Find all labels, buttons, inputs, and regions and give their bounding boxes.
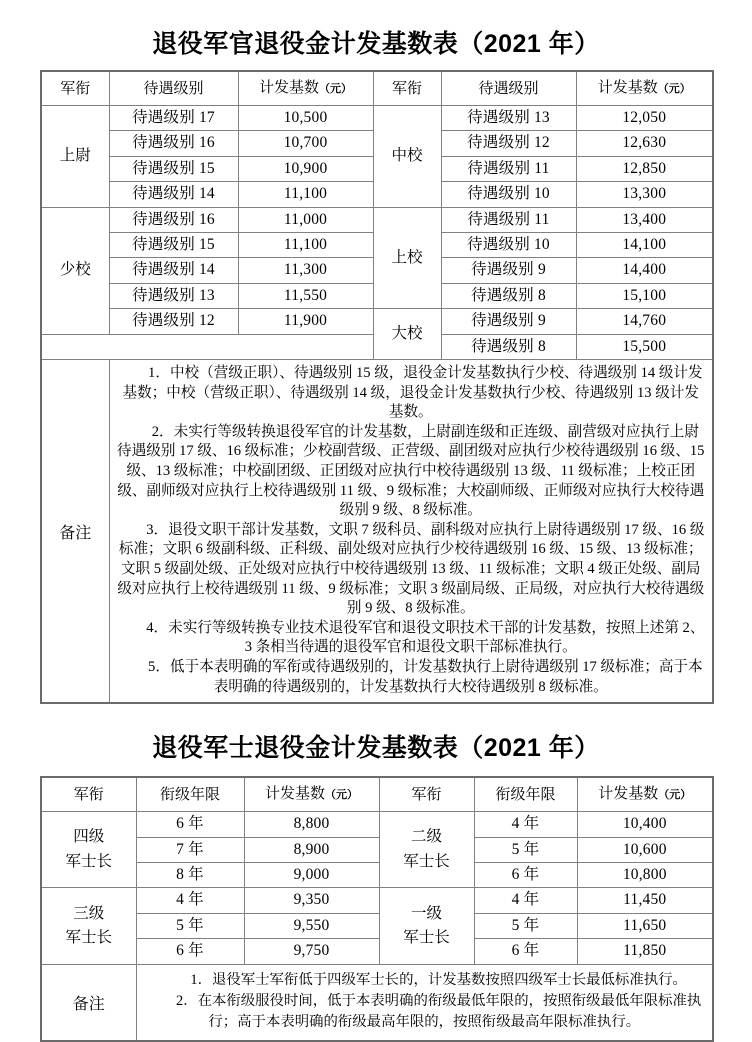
header-base-right-text: 计发基数	[597, 79, 658, 96]
header2-base-left-unit: （元）	[325, 789, 358, 802]
table1-notes-label: 备注	[41, 360, 109, 704]
table1-title: 退役军官退役金计发基数表（2021 年）	[152, 30, 600, 58]
table2-title: 退役军士退役金计发基数表（2021 年）	[152, 734, 600, 763]
base-amount-cell: 8,800	[244, 812, 379, 837]
header2-base-right-text: 计发基数	[598, 785, 659, 803]
rank-cell: 少校	[41, 207, 109, 334]
base-amount-cell: 9,750	[244, 939, 379, 964]
level-cell: 待遇级别 10	[441, 182, 576, 207]
level-cell: 待遇级别 15	[109, 156, 238, 181]
base-amount-cell: 9,350	[244, 888, 379, 913]
base-amount-cell: 11,300	[238, 258, 373, 283]
years-cell: 6 年	[474, 939, 577, 964]
years-cell: 5 年	[474, 837, 577, 862]
header-base-left-text: 计发基数	[258, 79, 319, 96]
level-cell: 待遇级别 9	[441, 258, 576, 283]
officer-pension-table	[40, 70, 714, 704]
sergeant-pension-table	[40, 776, 714, 1041]
note-paragraph: 1．中校（营级正职）、待遇级别 15 级，退役金计发基数执行少校、待遇级别 14 级计发基数；中校（营级正职）、待遇级别 14 级，退役金计发基数执行少校、待遇级别 13 级计发基数。	[122, 365, 703, 421]
years-cell: 4 年	[136, 888, 244, 913]
table-row	[41, 888, 713, 913]
rank-line-1: 二级	[410, 828, 442, 846]
level-cell: 待遇级别 11	[441, 156, 576, 181]
base-amount-cell: 13,400	[576, 207, 713, 232]
header-base-left	[238, 71, 373, 106]
base-amount-cell: 10,800	[577, 862, 713, 887]
base-amount-cell: 14,400	[576, 258, 713, 283]
years-cell: 5 年	[136, 913, 244, 938]
base-amount-cell: 11,000	[238, 207, 373, 232]
years-cell: 7 年	[136, 837, 244, 862]
base-amount-cell: 11,900	[238, 309, 373, 334]
base-amount-cell: 15,500	[576, 334, 713, 359]
header2-base-right	[577, 777, 713, 812]
level-cell: 待遇级别 15	[109, 233, 238, 258]
base-amount-cell: 10,700	[238, 131, 373, 156]
base-amount-cell: 14,100	[576, 233, 713, 258]
table2-container	[0, 776, 752, 1041]
rank-line-2: 军士长	[65, 852, 112, 870]
level-cell: 待遇级别 12	[109, 309, 238, 334]
base-amount-cell: 11,450	[577, 888, 713, 913]
base-amount-cell: 9,000	[244, 862, 379, 887]
base-amount-cell: 12,850	[576, 156, 713, 181]
note-paragraph: 2．未实行等级转换退役军官的计发基数，上尉副连级和正连级、副营级对应执行上尉待遇级别 17 级、16 级标准；少校副营级、正营级、副团级对应执行少校待遇级别 16 级、15 级、13 级标准；中校副团级、正团级对应执行中校待遇级别 13 级、11 级标准；上校正团级、副师级对应执行上校待遇级别 11 级、9 级标准；大校副师级、正师级对应执行大校待遇级别 9 级、8 级标准。	[117, 423, 705, 519]
level-cell: 待遇级别 10	[441, 233, 576, 258]
header2-base-left	[244, 777, 379, 812]
base-amount-cell: 12,630	[576, 131, 713, 156]
years-cell: 5 年	[474, 913, 577, 938]
table-row	[41, 812, 713, 837]
rank-line-2: 军士长	[403, 928, 450, 946]
table2-notes-body	[136, 964, 713, 1041]
rank-line-1: 四级	[73, 828, 105, 846]
table1-header-row	[41, 71, 713, 106]
years-cell: 6 年	[474, 862, 577, 887]
base-amount-cell: 12,050	[576, 106, 713, 131]
level-cell: 待遇级别 17	[109, 106, 238, 131]
note-paragraph: 1．退役军士军衔低于四级军士长的，计发基数按照四级军士长最低标准执行。	[190, 971, 687, 988]
header-base-left-unit: （元）	[319, 83, 352, 95]
level-cell: 待遇级别 8	[441, 283, 576, 308]
table-row	[41, 837, 713, 862]
level-cell: 待遇级别 13	[441, 106, 576, 131]
table-row	[41, 939, 713, 964]
rank-cell	[379, 812, 474, 888]
base-amount-cell: 10,600	[577, 837, 713, 862]
header2-years-right: 衔级年限	[474, 777, 577, 812]
rank-cell	[41, 812, 136, 888]
base-amount-cell: 10,500	[238, 106, 373, 131]
level-cell: 待遇级别 16	[109, 207, 238, 232]
base-amount-cell: 9,550	[244, 913, 379, 938]
base-amount-cell: 15,100	[576, 283, 713, 308]
table-row	[41, 106, 713, 131]
note-paragraph: 4．未实行等级转换专业技术退役军官和退役文职技术干部的计发基数，按照上述第 2、3 条相当待遇的退役军官和退役文职干部标准执行。	[146, 619, 705, 656]
header2-years-left: 衔级年限	[136, 777, 244, 812]
note-paragraph: 5．低于本表明确的军衔或待遇级别的，计发基数执行上尉待遇级别 17 级标准；高于本表明确的待遇级别的，计发基数执行大校待遇级别 8 级标准。	[148, 658, 703, 695]
header-level-left: 待遇级别	[109, 71, 238, 106]
rank-cell: 中校	[373, 106, 441, 208]
years-cell: 8 年	[136, 862, 244, 887]
base-amount-cell: 11,650	[577, 913, 713, 938]
years-cell: 6 年	[136, 812, 244, 837]
level-cell: 待遇级别 12	[441, 131, 576, 156]
rank-cell	[379, 888, 474, 964]
level-cell: 待遇级别 9	[441, 309, 576, 334]
note-paragraph: 2．在本衔级服役时间，低于本表明确的衔级最低年限的，按照衔级最低年限标准执行；高于本表明确的衔级最高年限的，按照衔级最高年限标准执行。	[176, 992, 702, 1030]
level-cell: 待遇级别 13	[109, 283, 238, 308]
empty-cell	[41, 334, 373, 359]
level-cell: 待遇级别 16	[109, 131, 238, 156]
level-cell: 待遇级别 14	[109, 182, 238, 207]
header-base-right-unit: （元）	[657, 83, 691, 95]
base-amount-cell: 10,400	[577, 812, 713, 837]
base-amount-cell: 8,900	[244, 837, 379, 862]
years-cell: 4 年	[474, 888, 577, 913]
table2-notes-row	[41, 964, 713, 1041]
header2-rank-left: 军衔	[41, 777, 136, 812]
level-cell: 待遇级别 14	[109, 258, 238, 283]
header2-rank-right: 军衔	[379, 777, 474, 812]
base-amount-cell: 10,900	[238, 156, 373, 181]
table-row	[41, 862, 713, 887]
rank-line-1: 一级	[410, 904, 442, 922]
header2-base-left-text: 计发基数	[264, 785, 325, 803]
note-paragraph: 3．退役文职干部计发基数，文职 7 级科员、副科级对应执行上尉待遇级别 17 级、16 级标准；文职 6 级副科级、正科级、副处级对应执行少校待遇级别 16 级、15 级、13 级标准；文职 5 级副处级、正处级对应执行中校待遇级别 13 级、11 级标准；文职 4 级正处级、副局级对应执行上校待遇级别 11 级、9 级标准；文职 3 级副局级、正局级，对应执行大校待遇级别 9 级、8 级标准。	[117, 521, 705, 617]
table1-notes-body	[109, 360, 713, 704]
rank-cell	[41, 888, 136, 964]
base-amount-cell: 11,100	[238, 233, 373, 258]
header2-base-right-unit: （元）	[658, 789, 692, 802]
header-level-right: 待遇级别	[441, 71, 576, 106]
base-amount-cell: 11,850	[577, 939, 713, 964]
table-row	[41, 309, 713, 334]
table-row	[41, 913, 713, 938]
table1-notes-row	[41, 360, 713, 704]
header-rank-left: 军衔	[41, 71, 109, 106]
table2-header-row	[41, 777, 713, 812]
header-rank-right: 军衔	[373, 71, 441, 106]
base-amount-cell: 13,300	[576, 182, 713, 207]
years-cell: 6 年	[136, 939, 244, 964]
base-amount-cell: 11,550	[238, 283, 373, 308]
level-cell: 待遇级别 11	[441, 207, 576, 232]
rank-line-2: 军士长	[403, 852, 450, 870]
rank-line-1: 三级	[73, 904, 105, 922]
header-base-right	[576, 71, 713, 106]
table-row	[41, 207, 713, 232]
table1-container	[0, 70, 752, 704]
rank-cell: 上校	[373, 207, 441, 309]
base-amount-cell: 11,100	[238, 182, 373, 207]
base-amount-cell: 14,760	[576, 309, 713, 334]
rank-cell: 大校	[373, 309, 441, 360]
level-cell: 待遇级别 8	[441, 334, 576, 359]
years-cell: 4 年	[474, 812, 577, 837]
rank-line-2: 军士长	[65, 928, 112, 946]
table2-notes-label: 备注	[41, 964, 136, 1041]
rank-cell: 上尉	[41, 106, 109, 208]
